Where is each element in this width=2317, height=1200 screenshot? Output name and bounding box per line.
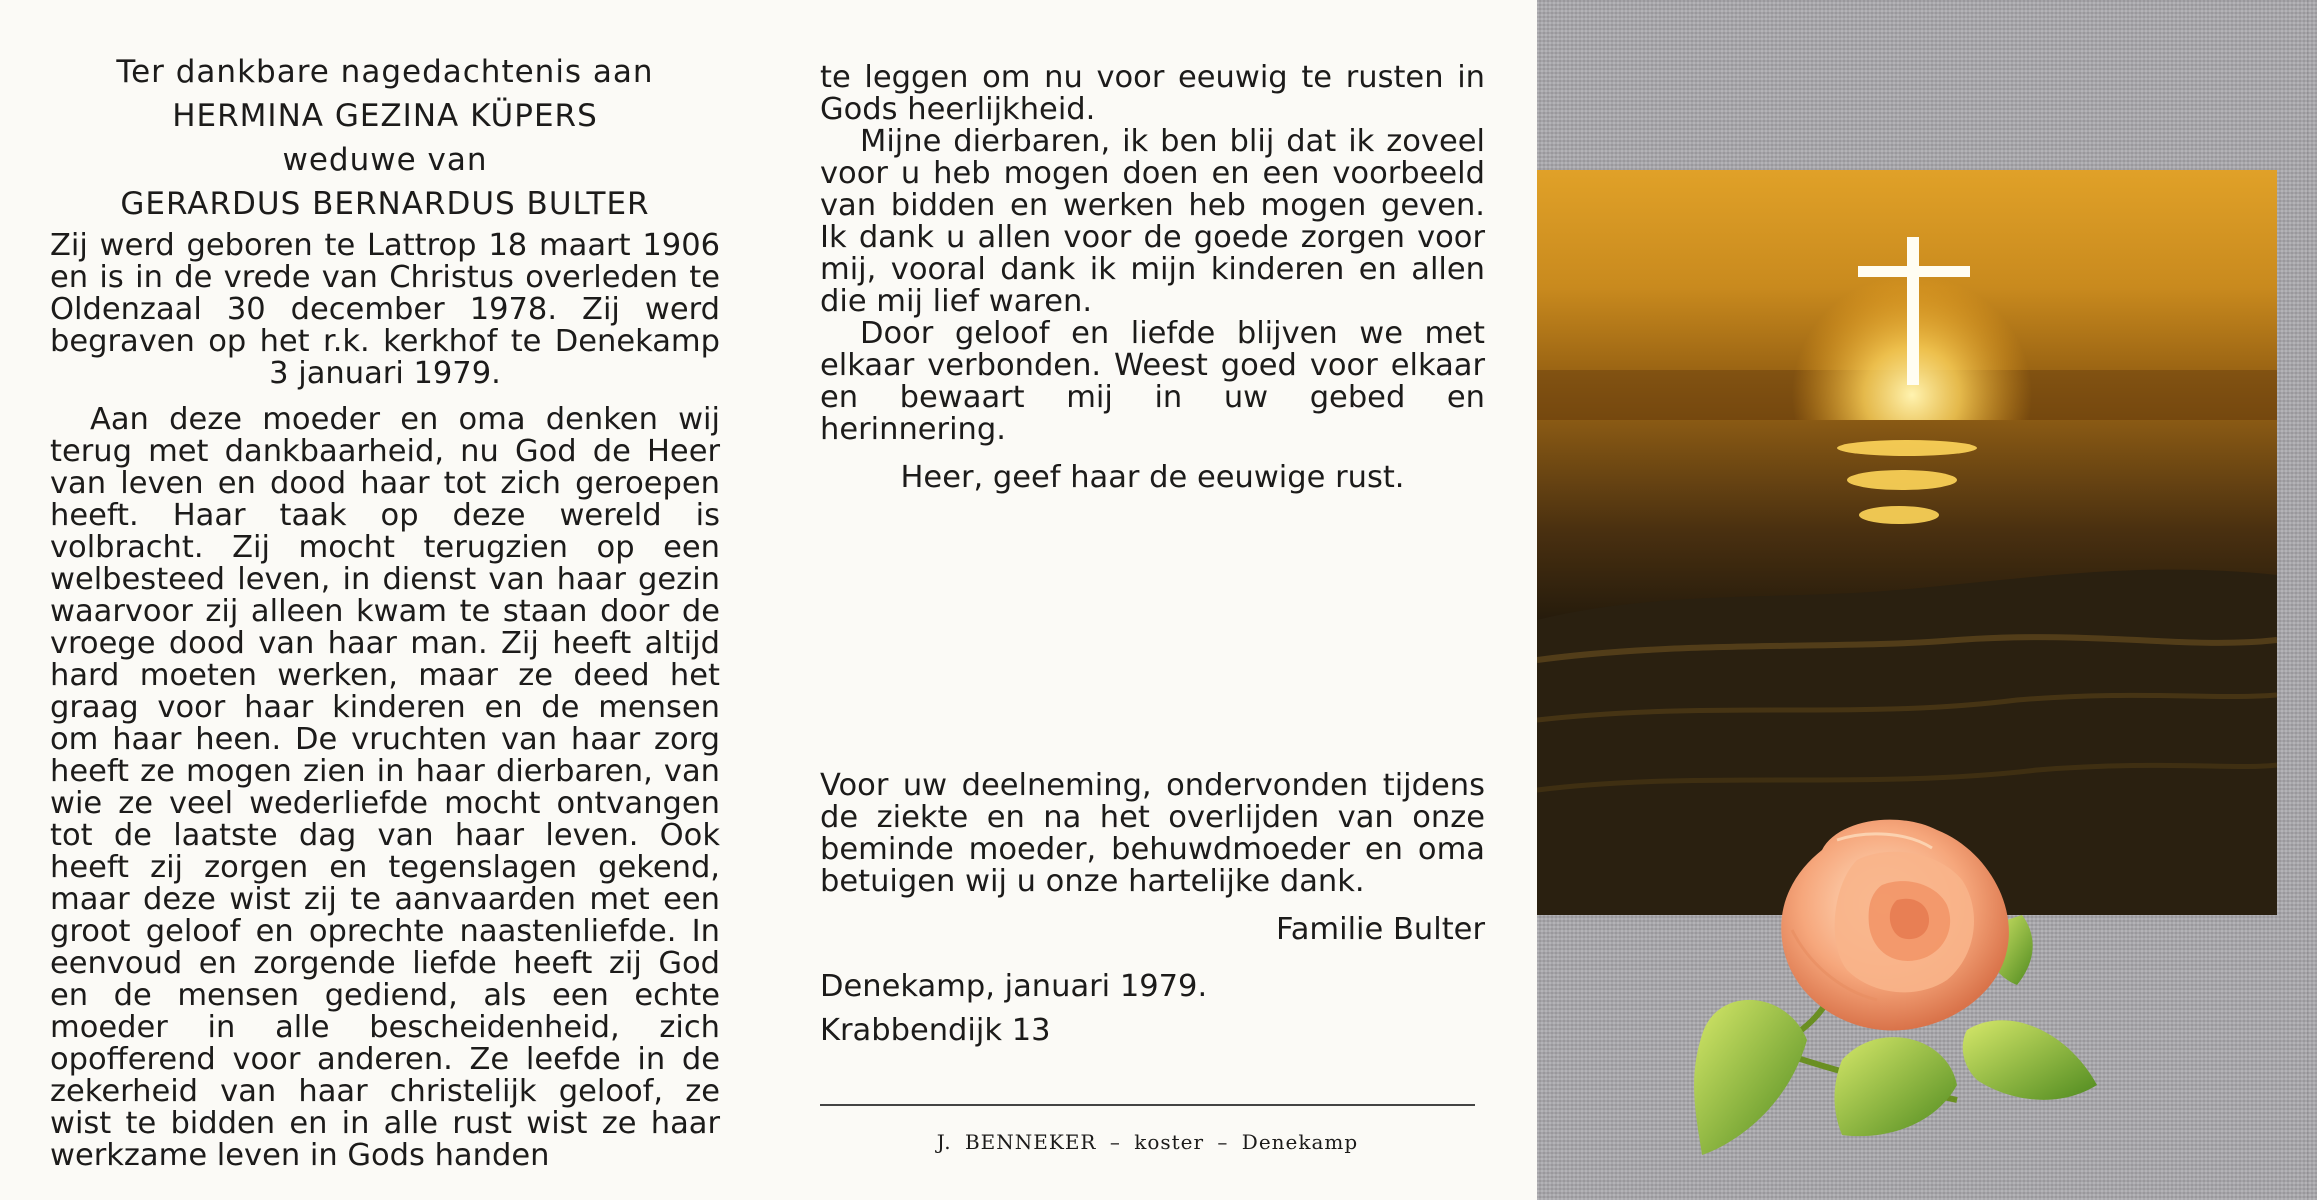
separator: – xyxy=(1109,1130,1121,1154)
place-date-block xyxy=(820,965,1485,1053)
printer-name: J. BENNEKER xyxy=(936,1130,1097,1154)
card-edge xyxy=(2307,0,2308,1200)
printer-divider xyxy=(820,1104,1475,1106)
continuation-paragraph: te leggen om nu voor eeuwig te rusten in Gods heerlijkheid. xyxy=(820,60,1485,127)
sunset-cross-rose-picture xyxy=(1537,0,2317,1200)
place-date: Denekamp, januari 1979. xyxy=(820,969,1208,1004)
left-column xyxy=(50,0,720,1172)
sunset-photo xyxy=(1537,170,2277,915)
photo-panel xyxy=(1537,0,2317,1200)
thanks-paragraph: Voor uw deelneming, ondervonden tijdens de ziekte en na het overlijden van onze beminde moeder, behuwdmoeder en oma betuigen wij u onze hartelijke dank. xyxy=(820,768,1485,899)
printer-town: Denekamp xyxy=(1241,1130,1359,1154)
birth-death-paragraph: Zij werd geboren te Lattrop 18 maart 1906 en is in de vrede van Christus overleden te Oldenzaal 30 december 1978. Zij werd begraven op het r.k. kerkhof te Denekamp 3 januari 1979. xyxy=(50,228,720,391)
separator: – xyxy=(1217,1130,1229,1154)
relation-line: weduwe van xyxy=(282,142,488,178)
family-signature: Familie Bulter xyxy=(1275,912,1485,947)
middle-column xyxy=(820,0,1485,1154)
printer-credit xyxy=(820,1130,1475,1154)
printer-role: koster xyxy=(1134,1130,1205,1154)
thanks-block xyxy=(820,770,1485,1053)
dedication-line: Ter dankbare nagedachtenis aan xyxy=(116,54,654,90)
spouse-name: GERARDUS BERNARDUS BULTER xyxy=(120,186,650,222)
tribute-paragraph: Aan deze moeder en oma denken wij terug met dankbaarheid, nu God de Heer van leven en dood haar tot zich geroepen heeft. Haar taak op deze wereld is volbracht. Zij mocht terugzien op een welbesteed leven, in dienst van haar gezin waarvoor zij alleen kwam te staan door de vroege dood van haar man. Zij heeft altijd hard moeten werken, maar ze deed het graag voor haar kinderen en de mensen om haar heen. De vruchten van haar zorg heeft ze mogen zien in haar dierbaren, van wie ze veel wederliefde mocht ontvangen tot de laatste dag van haar leven. Ook heeft zij zorgen en tegenslagen gekend, maar deze wist zij te aanvaarden met een groot geloof en oprechte naastenliefde. In eenvoud en zorgende liefde heeft zij God en de mensen gediend, als een echte moeder in alle bescheidenheid, zich opofferend voor anderen. Ze leefde in de zekerheid van haar christelijk geloof, ze wist te bidden en in alle rust wist ze haar werkzame leven in Gods handen xyxy=(50,402,720,1173)
prayer-line: Heer, geef haar de eeuwige rust. xyxy=(900,460,1405,495)
faith-paragraph: Door geloof en liefde blijven we met elkaar verbonden. Weest goed voor elkaar en bewaart mij in uw gebed en herinnering. xyxy=(820,316,1485,447)
farewell-paragraph: Mijne dierbaren, ik ben blij dat ik zoveel voor u heb mogen doen en een voorbeeld van bidden en werken heb mogen geven. Ik dank u allen voor de goede zorgen voor mij, vooral dank ik mijn kinderen en allen die mij lief waren. xyxy=(820,124,1485,319)
address: Krabbendijk 13 xyxy=(820,1013,1051,1048)
card-heading xyxy=(50,50,720,226)
deceased-name: HERMINA GEZINA KÜPERS xyxy=(172,98,598,134)
